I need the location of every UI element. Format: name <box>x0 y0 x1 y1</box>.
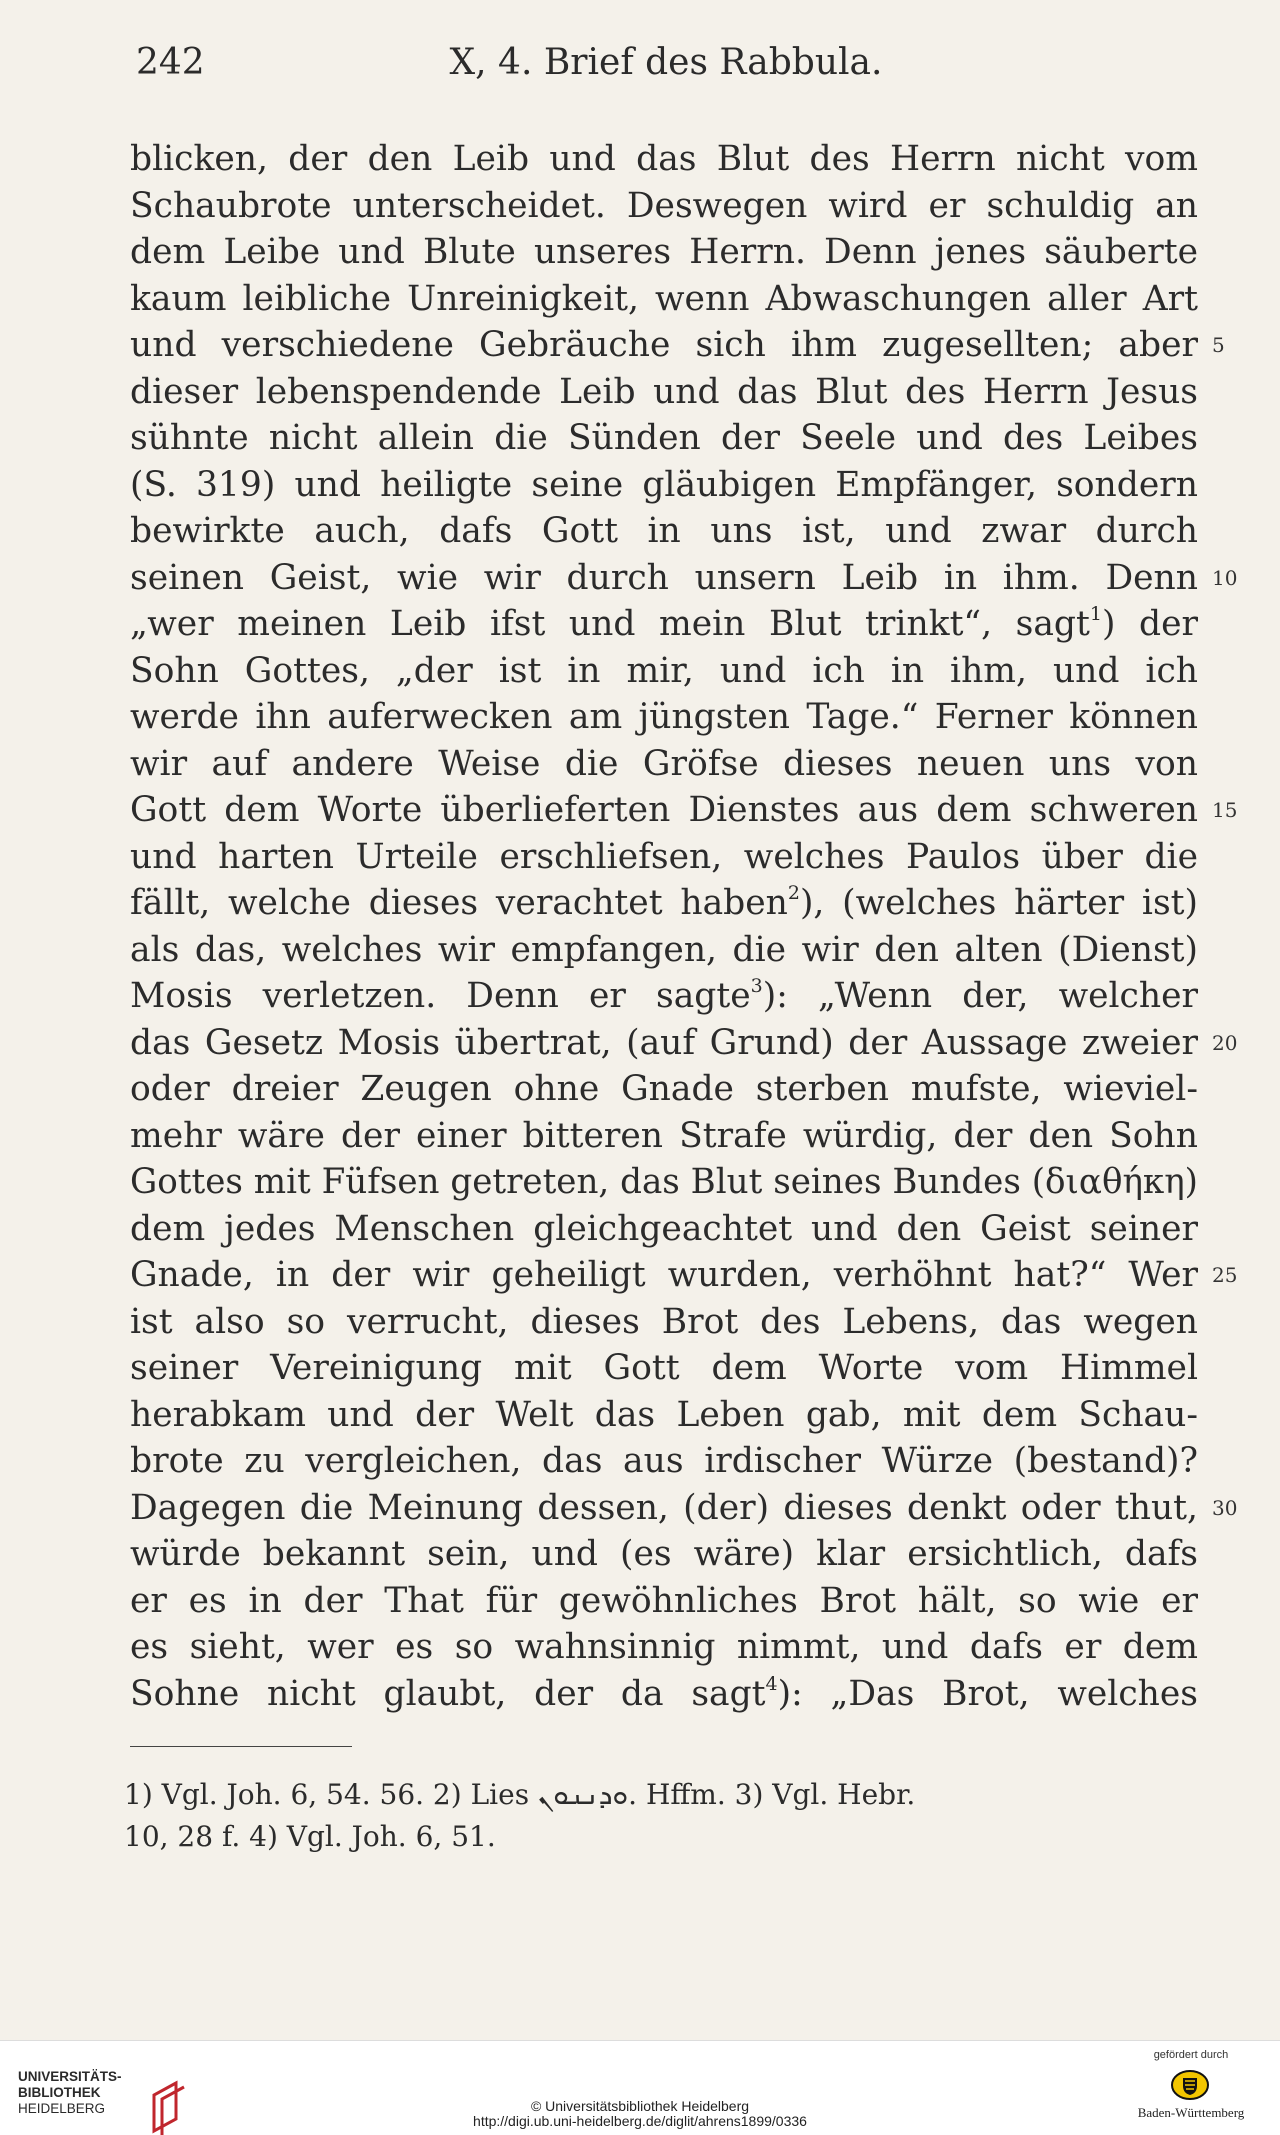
text-line: dieser lebenspendende Leib und das Blut des Herrn Jesus <box>130 371 1198 412</box>
line-number: 10 <box>1212 565 1238 590</box>
text-line: bewirkte auch, dafs Gott in uns ist, und zwar durch <box>130 511 1198 551</box>
text-line: (S. 319) und heiligte seine gläubigen Empfänger, sondern <box>130 464 1198 505</box>
text-line: als das, welches wir empfangen, die wir den alten (Dienst) <box>130 929 1198 970</box>
text-line: Gott dem Worte überlieferten Dienstes aus dem schweren 15 <box>130 787 1198 834</box>
text-line: und harten Urteile erschliefsen, welches Paulos über die <box>130 836 1198 877</box>
text-line: würde bekannt sein, und (es wäre) klar ersichtlich, dafs <box>130 1534 1198 1574</box>
footer-bar <box>0 2040 1280 2135</box>
line-number: 5 <box>1212 333 1225 357</box>
footnotes <box>124 1774 1184 1858</box>
text-line: blicken, der den Leib und das Blut des Herrn nicht vom <box>130 139 1198 179</box>
page-header <box>136 42 1196 88</box>
text-line: seinen Geist, wie wir durch unsern Leib in ihm. Denn 10 <box>130 555 1198 602</box>
library-logo[interactable]: UNIVERSITÄTS- BIBLIOTHEK HEIDELBERG <box>18 2069 188 2129</box>
text-line: brote zu vergleichen, das aus irdischer Würze (bestand)? <box>130 1441 1198 1481</box>
footnote-line: 10, 28 f. 4) Vgl. Joh. 6, 51. <box>124 1820 496 1853</box>
text-line: er es in der That für gewöhnliches Brot hält, so wie er <box>130 1580 1198 1621</box>
main-text <box>130 136 1238 1717</box>
text-line: und verschiedene Gebräuche sich ihm zugesellten; aber 5 <box>130 322 1198 369</box>
text-line: mehr wäre der einer bitteren Strafe würdig, der den Sohn <box>130 1115 1198 1156</box>
permalink[interactable]: http://digi.ub.uni-heidelberg.de/diglit/ahrens1899/0336 <box>473 2113 807 2129</box>
text-line: Gottes mit Füfsen getreten, das Blut seines Bundes (διαθήκη) <box>130 1162 1198 1202</box>
text-line: kaum leibliche Unreinigkeit, wenn Abwaschungen aller Art <box>130 278 1198 319</box>
footnote-marker: 1 <box>1089 603 1102 625</box>
text-line: Sohn Gottes, „der ist in mir, und ich in ihm, und ich <box>130 650 1198 691</box>
text-line: Schaubrote unterscheidet. Deswegen wird er schuldig an <box>130 185 1198 226</box>
footnote-rule <box>130 1746 352 1747</box>
text-line: fällt, welche dieses verachtet haben$^2$), (welches härter ist) <box>130 882 1198 923</box>
coat-of-arms-icon <box>1170 2069 1210 2101</box>
syriac-word: ܘܕܢܢܘܢ <box>537 1778 629 1811</box>
line-number: 25 <box>1212 1263 1238 1287</box>
line-number: 15 <box>1212 798 1238 822</box>
text-line: werde ihn auferwecken am jüngsten Tage.“ Ferner können <box>130 697 1198 737</box>
text-line: oder dreier Zeugen ohne Gnade sterben mufste, wieviel- <box>130 1069 1198 1109</box>
text-line: „wer meinen Leib ifst und mein Blut trinkt“, sagt$^1$) der <box>130 603 1198 644</box>
running-title: X, 4. Brief des Rabbula. <box>449 42 883 83</box>
text-line: dem jedes Menschen gleichgeachtet und den Geist seiner <box>130 1208 1198 1249</box>
text-line: ist also so verrucht, dieses Brot des Lebens, das wegen <box>130 1301 1198 1342</box>
text-line: Dagegen die Meinung dessen, (der) dieses denkt oder thut, 30 <box>130 1485 1198 1532</box>
sponsor: gefördert durch Baden-Württemberg <box>1137 2049 1245 2120</box>
text-line: das Gesetz Mosis übertrat, (auf Grund) der Aussage zweier 20 <box>130 1020 1198 1067</box>
footnote-marker: 2 <box>787 882 800 904</box>
text-line: es sieht, wer es so wahnsinnig nimmt, und dafs er dem <box>130 1627 1198 1667</box>
page-number: 242 <box>136 42 205 83</box>
text-line: Gnade, in der wir geheiligt wurden, verhöhnt hat?“ Wer 25 <box>130 1252 1198 1299</box>
text-line: seiner Vereinigung mit Gott dem Worte vom Himmel <box>130 1348 1198 1388</box>
text-line: Mosis verletzen. Denn er sagte$^3$): „Wenn der, welcher <box>130 975 1198 1016</box>
text-line: herabkam und der Welt das Leben gab, mit dem Schau- <box>130 1394 1198 1435</box>
text-line: wir auf andere Weise die Gröfse dieses neuen uns von <box>130 743 1198 784</box>
copyright-notice: © Universitätsbibliothek Heidelberg http://digi.ub.uni-heidelberg.de/diglit/ahrens1899/0336 <box>0 2099 1280 2129</box>
footnote-line: 1) Vgl. Joh. 6, 54. 56. 2) Lies ܘܕܢܢܘܢ. Hffm. 3) Vgl. Hebr. <box>124 1778 916 1811</box>
text-line: dem Leibe und Blute unseres Herrn. Denn jenes säuberte <box>130 232 1198 272</box>
text-line: sühnte nicht allein die Sünden der Seele und des Leibes <box>130 418 1198 458</box>
text-line: Sohne nicht glaubt, der da sagt$^4$): „Das Brot, welches <box>130 1672 1198 1714</box>
line-number: 30 <box>1212 1495 1238 1520</box>
footnote-marker: 3 <box>750 975 763 997</box>
footnote-marker: 4 <box>765 1672 778 1695</box>
line-number: 20 <box>1212 1030 1238 1055</box>
